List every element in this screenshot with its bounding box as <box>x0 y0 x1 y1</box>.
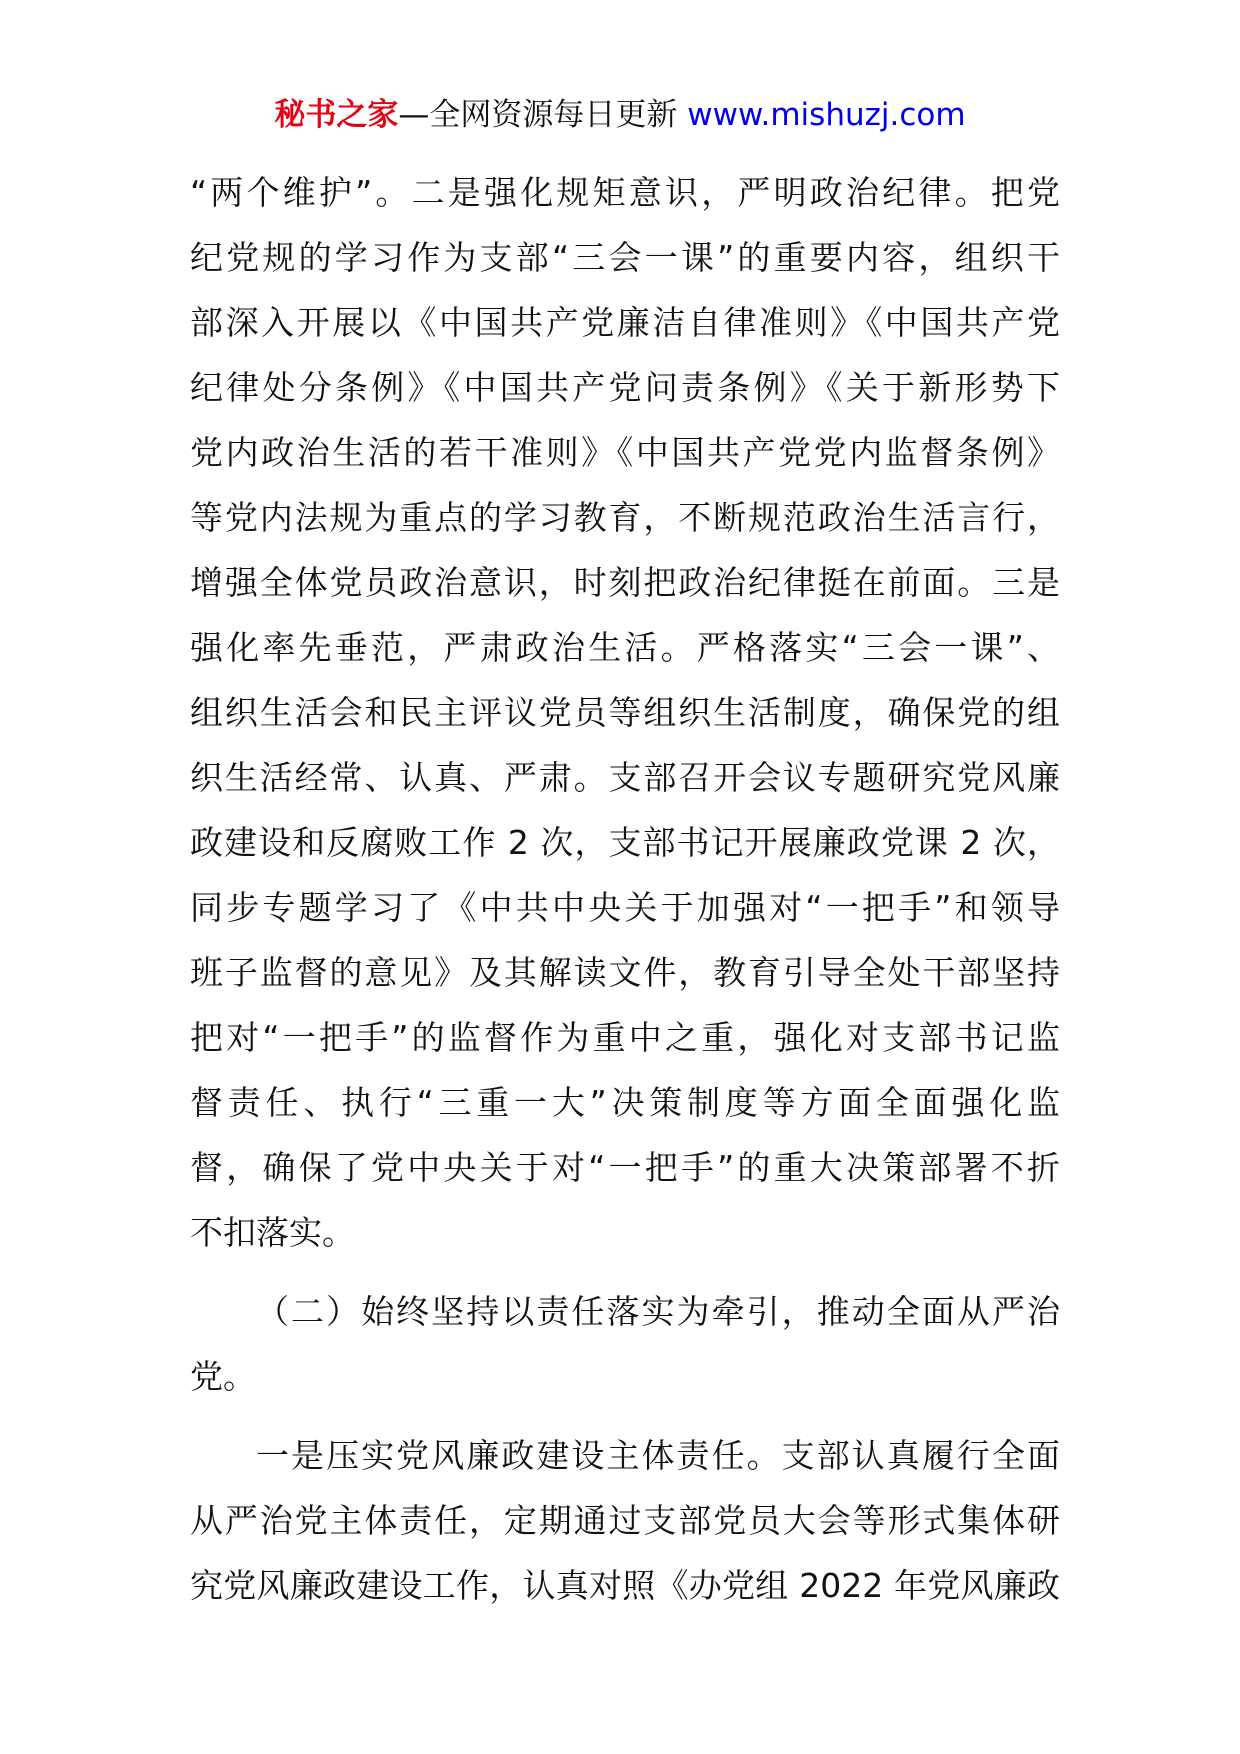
text-line: 督责任、执行“三重一大”决策制度等方面全面强化监 <box>190 1083 1060 1122</box>
text-line: 督，确保了党中央关于对“一把手”的重大决策部署不折 <box>190 1148 1060 1187</box>
text-line: 从严治党主体责任，定期通过支部党员大会等形式集体研 <box>190 1501 1060 1540</box>
text-line: 政建设和反腐败工作 2 次，支部书记开展廉政党课 2 次， <box>190 823 1060 862</box>
text-line: 部深入开展以《中国共产党廉洁自律准则》《中国共产党 <box>190 303 1060 342</box>
text-line: 把对“一把手”的监督作为重中之重，强化对支部书记监 <box>190 1018 1060 1057</box>
text-line: 一是压实党风廉政建设主体责任。支部认真履行全面 <box>256 1436 1060 1475</box>
site-header <box>0 95 1240 135</box>
text-line: 究党风廉政建设工作，认真对照《办党组 2022 年党风廉政 <box>190 1566 1060 1605</box>
text-line: 纪党规的学习作为支部“三会一课”的重要内容，组织干 <box>190 238 1060 277</box>
paragraph-political-discipline <box>190 160 1060 1265</box>
paragraph-spacer <box>190 1265 1060 1279</box>
text-line: 组织生活会和民主评议党员等组织生活制度，确保党的组 <box>190 693 1060 732</box>
text-line: 班子监督的意见》及其解读文件，教育引导全处干部坚持 <box>190 953 1060 992</box>
text-line: 纪律处分条例》《中国共产党问责条例》《关于新形势下 <box>190 368 1060 407</box>
heading-line: （二）始终坚持以责任落实为牵引，推动全面从严治 <box>256 1292 1060 1331</box>
text-line: 同步专题学习了《中共中央关于加强对“一把手”和领导 <box>190 888 1060 927</box>
paragraph-spacer <box>190 1409 1060 1423</box>
site-url-link[interactable]: www.mishuzj.com <box>687 97 966 133</box>
text-line: “两个维护”。二是强化规矩意识，严明政治纪律。把党 <box>190 173 1060 212</box>
text-line: 强化率先垂范，严肃政治生活。严格落实“三会一课”、 <box>190 628 1060 667</box>
text-line: 等党内法规为重点的学习教育，不断规范政治生活言行， <box>190 498 1060 537</box>
section-heading <box>190 1279 1060 1409</box>
brand-name: 秘书之家 <box>274 97 399 133</box>
text-line: 织生活经常、认真、严肃。支部召开会议专题研究党风廉 <box>190 758 1060 797</box>
document-body <box>190 160 1060 1618</box>
text-line: 党内政治生活的若干准则》《中国共产党党内监督条例》 <box>190 433 1060 472</box>
text-line: 增强全体党员政治意识，时刻把政治纪律挺在前面。三是 <box>190 563 1060 602</box>
text-line: 不扣落实。 <box>190 1213 355 1252</box>
paragraph-responsibility <box>190 1423 1060 1618</box>
header-tagline: —全网资源每日更新 <box>398 97 688 133</box>
heading-line: 党。 <box>190 1357 256 1396</box>
